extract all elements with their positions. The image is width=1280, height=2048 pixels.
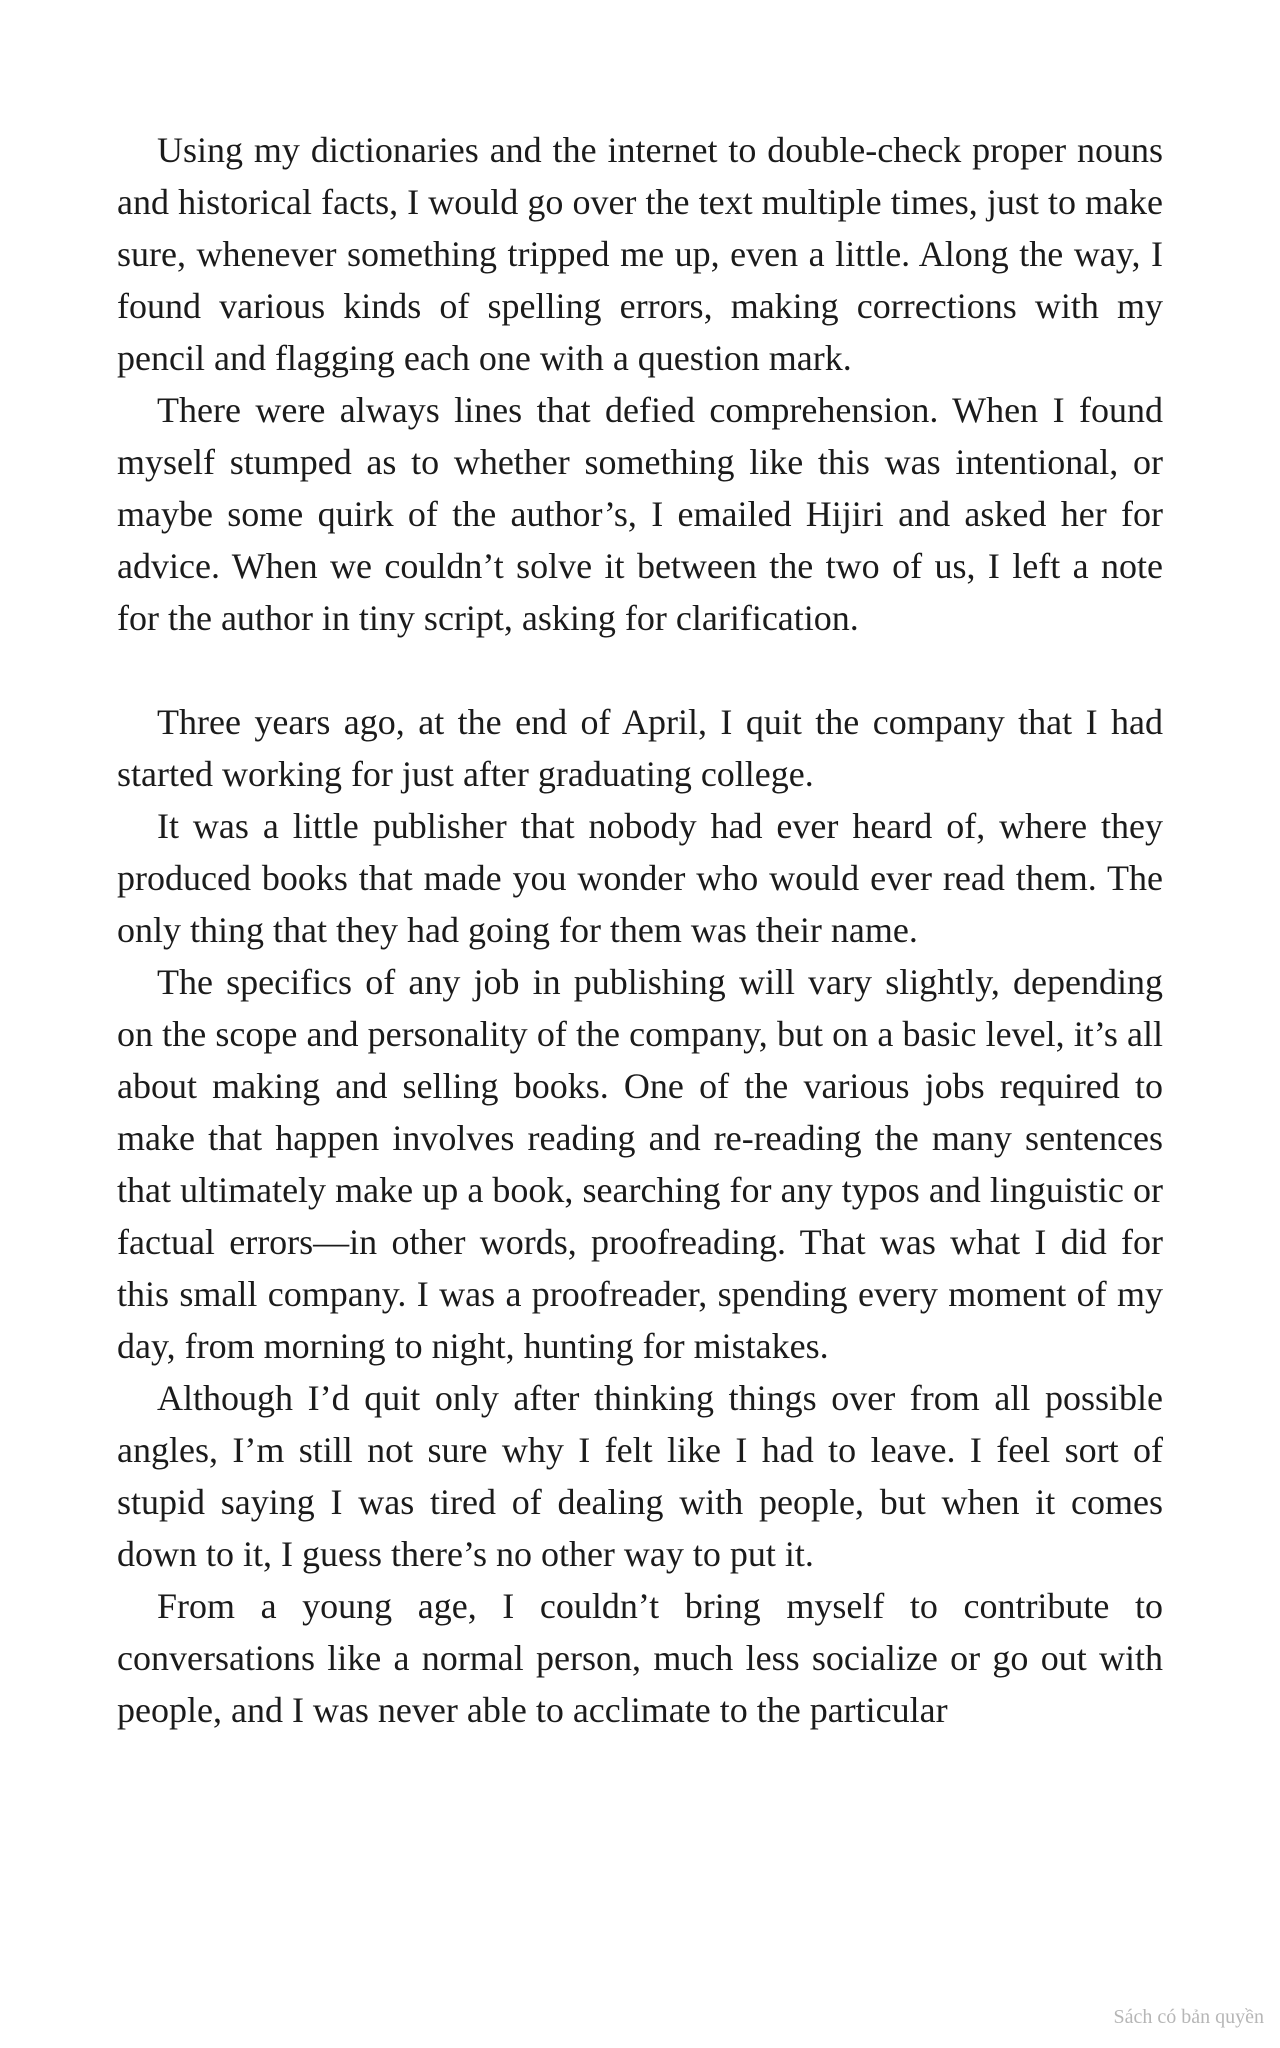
section-break <box>117 644 1163 696</box>
paragraph: Although I’d quit only after thinking things over from all possible angles, I’m still not sure why I felt like I had to leave. I feel sort of stupid saying I was tired of dealing with people, but when it comes down to it, I guess there’s no other way to put it. <box>117 1378 1163 1574</box>
paragraph: From a young age, I couldn’t bring myself to contribute to conversations like a normal person, much less socialize or go out with people, and I was never able to acclimate to the particular <box>117 1586 1163 1730</box>
paragraph: There were always lines that defied comprehension. When I found myself stumped as to whether something like this was intentional, or maybe some quirk of the author’s, I emailed Hijiri and asked her for advice. When we couldn’t solve it between the two of us, I left a note for the author in tiny script, asking for clarification. <box>117 390 1163 638</box>
paragraph: It was a little publisher that nobody had ever heard of, where they produced books that made you wonder who would ever read them. The only thing that they had going for them was their name. <box>117 806 1163 950</box>
paragraph: The specifics of any job in publishing will vary slightly, depending on the scope and personality of the company, but on a basic level, it’s all about making and selling books. One of the various jobs required to make that happen involves reading and re-reading the many sentences that ultimately make up a book, searching for any typos and linguistic or factual errors—in other words, proofreading. That was what I did for this small company. I was a proofreader, spending every moment of my day, from morning to night, hunting for mistakes. <box>117 962 1163 1366</box>
copyright-watermark: Sách có bản quyền <box>1113 2006 1264 2028</box>
page-text <box>117 124 1163 1736</box>
paragraph: Three years ago, at the end of April, I quit the company that I had started working for just after graduating college. <box>117 702 1163 794</box>
paragraph: Using my dictionaries and the internet to double-check proper nouns and historical facts, I would go over the text multiple times, just to make sure, whenever something tripped me up, even a little. Along the way, I found various kinds of spelling errors, making corrections with my pencil and flagging each one with a question mark. <box>117 130 1163 378</box>
